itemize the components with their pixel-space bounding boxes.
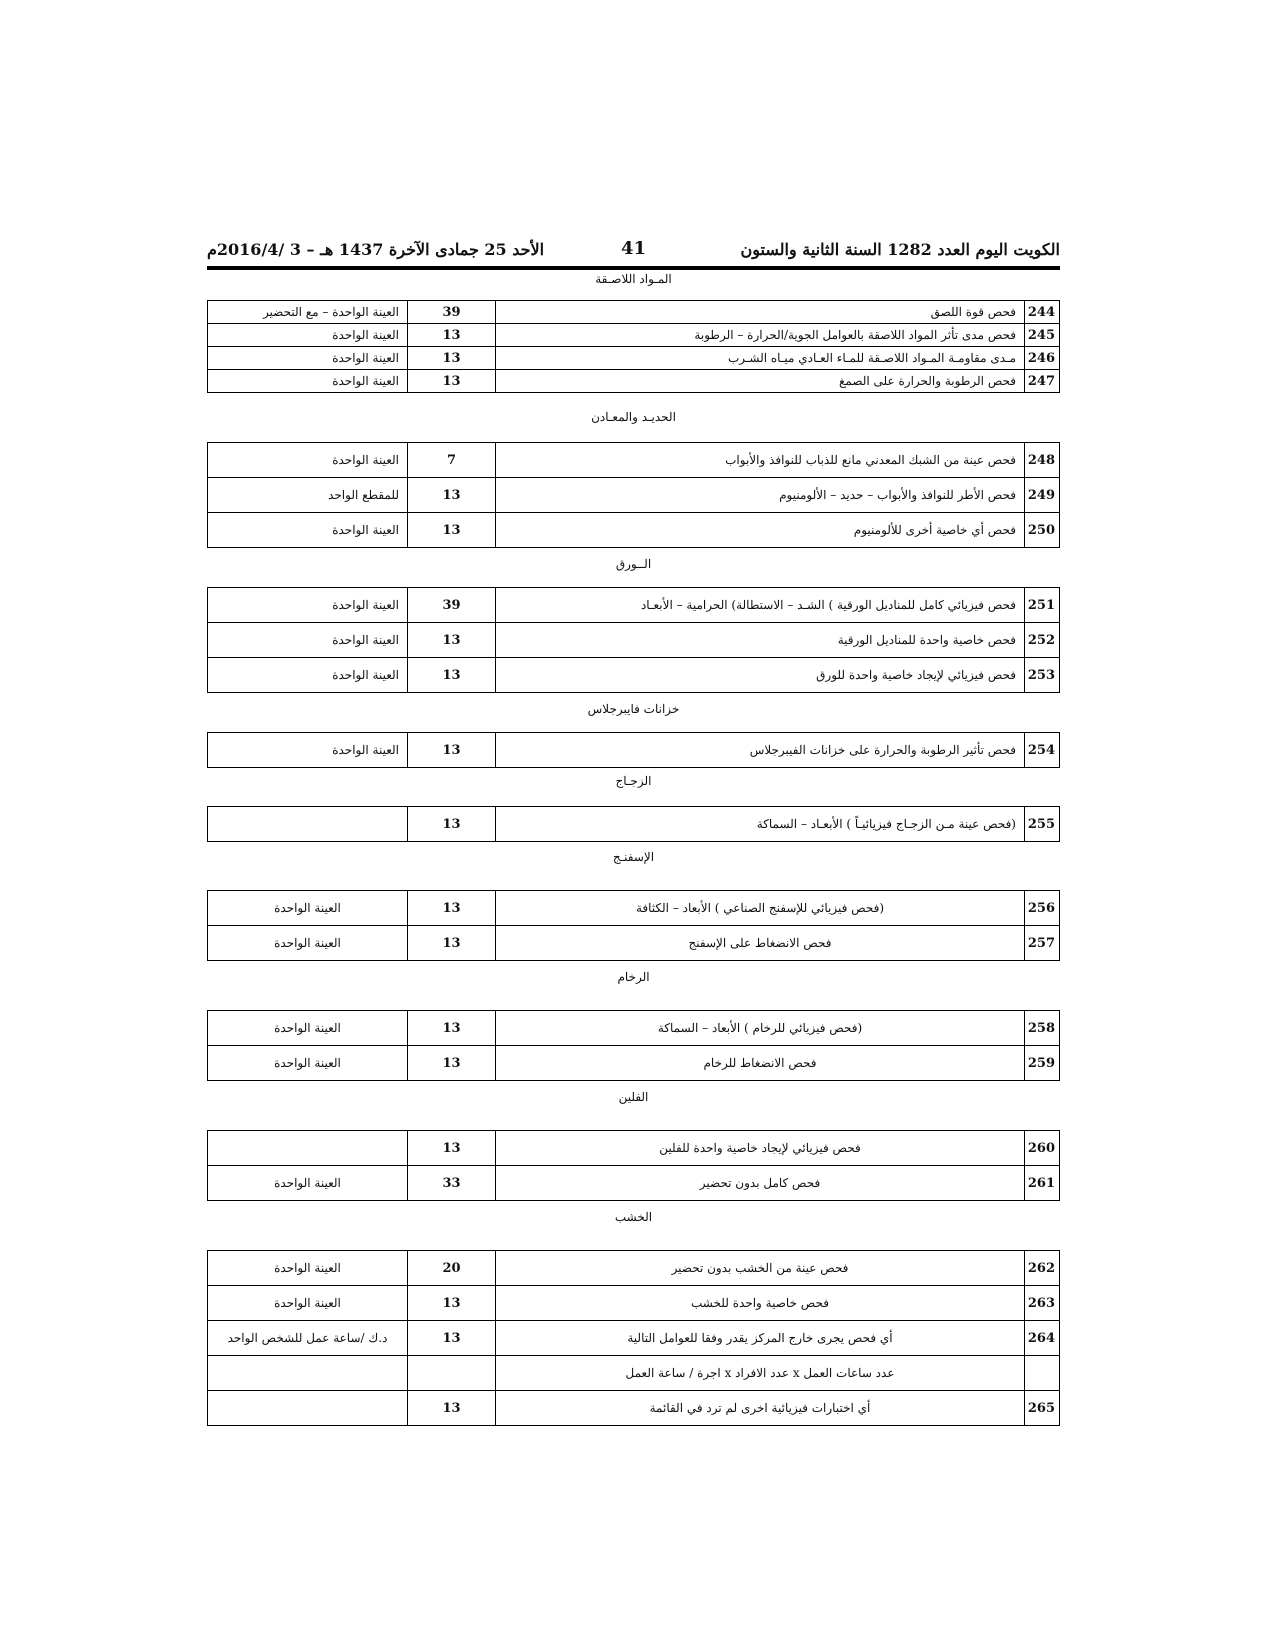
- item-unit: العينة الواحدة: [208, 926, 408, 961]
- item-description: أي فحص يجرى خارج المركز يقدر وفقا للعوامل التالية: [496, 1321, 1025, 1356]
- item-description: عدد ساعات العمل x عدد الافراد x اجرة / ساعة العمل: [496, 1356, 1025, 1391]
- item-unit: العينة الواحدة: [208, 347, 408, 370]
- item-number: 259: [1025, 1046, 1060, 1081]
- item-unit: العينة الواحدة: [208, 1166, 408, 1201]
- item-price: 13: [408, 1286, 496, 1321]
- item-unit: العينة الواحدة: [208, 1251, 408, 1286]
- item-number: 244: [1025, 301, 1060, 324]
- item-unit: العينة الواحدة: [208, 1011, 408, 1046]
- item-description: فحص مدى تأثر المواد اللاصقة بالعوامل الجوية/الحرارة – الرطوبة: [496, 324, 1025, 347]
- item-description: (فحص عينة مـن الزجـاج فيزيائيـاً ) الأبعـاد – السماكة: [496, 807, 1025, 842]
- item-unit: [208, 807, 408, 842]
- item-price: 13: [408, 1391, 496, 1426]
- table-row: [208, 1286, 1060, 1321]
- table-row: [208, 513, 1060, 548]
- item-unit: العينة الواحدة – مع التحضير: [208, 301, 408, 324]
- item-number: 263: [1025, 1286, 1060, 1321]
- item-unit: العينة الواحدة: [208, 324, 408, 347]
- table-row: [208, 443, 1060, 478]
- item-unit: العينة الواحدة: [208, 1286, 408, 1321]
- item-unit: العينة الواحدة: [208, 443, 408, 478]
- item-price: 7: [408, 443, 496, 478]
- price-table: [207, 587, 1060, 693]
- item-number: 248: [1025, 443, 1060, 478]
- table-row: [208, 733, 1060, 768]
- item-unit: العينة الواحدة: [208, 588, 408, 623]
- item-description: فحص فيزيائي كامل للمناديل الورقية ) الشـد – الاستطالة) الحرامية – الأبعـاد: [496, 588, 1025, 623]
- item-price: 13: [408, 733, 496, 768]
- item-description: فحص الرطوبة والحرارة على الصمغ: [496, 370, 1025, 393]
- item-number: 251: [1025, 588, 1060, 623]
- table-row: [208, 1011, 1060, 1046]
- item-description: فحص خاصية واحدة للمناديل الورقية: [496, 623, 1025, 658]
- table-row: [208, 1251, 1060, 1286]
- item-price: 39: [408, 588, 496, 623]
- item-price: 13: [408, 1046, 496, 1081]
- table-row: [208, 807, 1060, 842]
- table-row: [208, 370, 1060, 393]
- section-title: الحديـد والمعـادن: [591, 410, 676, 424]
- item-description: (فحص فيزيائي للرخام ) الأبعاد – السماكة: [496, 1011, 1025, 1046]
- item-unit: د.ك /ساعة عمل للشخص الواحد: [208, 1321, 408, 1356]
- item-unit: [208, 1356, 408, 1391]
- item-description: فحص تأثير الرطوبة والحرارة على خزانات الفيبرجلاس: [496, 733, 1025, 768]
- item-number: 257: [1025, 926, 1060, 961]
- page-header: [207, 236, 1060, 266]
- item-unit: العينة الواحدة: [208, 623, 408, 658]
- price-table: [207, 890, 1060, 961]
- item-price: 13: [408, 658, 496, 693]
- item-number: 261: [1025, 1166, 1060, 1201]
- item-unit: للمقطع الواحد: [208, 478, 408, 513]
- item-number: 250: [1025, 513, 1060, 548]
- table-row: [208, 1166, 1060, 1201]
- price-table: [207, 300, 1060, 393]
- item-price: 13: [408, 1131, 496, 1166]
- item-price: 33: [408, 1166, 496, 1201]
- table-row: [208, 658, 1060, 693]
- item-price: 13: [408, 324, 496, 347]
- item-price: 13: [408, 891, 496, 926]
- item-number: [1025, 1356, 1060, 1391]
- item-unit: العينة الواحدة: [208, 370, 408, 393]
- item-number: 262: [1025, 1251, 1060, 1286]
- publication-title: الكويت اليوم العدد 1282 السنة الثانية والستون: [740, 240, 1060, 259]
- item-unit: [208, 1391, 408, 1426]
- item-description: فحص كامل بدون تحضير: [496, 1166, 1025, 1201]
- item-unit: العينة الواحدة: [208, 513, 408, 548]
- table-row: [208, 1131, 1060, 1166]
- item-number: 256: [1025, 891, 1060, 926]
- item-unit: العينة الواحدة: [208, 658, 408, 693]
- table-row: [208, 478, 1060, 513]
- item-number: 265: [1025, 1391, 1060, 1426]
- item-price: [408, 1356, 496, 1391]
- table-row: [208, 588, 1060, 623]
- table-row: [208, 1046, 1060, 1081]
- price-table: [207, 806, 1060, 842]
- item-price: 13: [408, 623, 496, 658]
- publication-date: الأحد 25 جمادى الآخرة 1437 هـ – 3 /2016/4م: [207, 240, 545, 259]
- item-description: فحص فيزيائي لإيجاد خاصية واحدة للورق: [496, 658, 1025, 693]
- page-number: 41: [620, 238, 647, 259]
- table-row: [208, 891, 1060, 926]
- item-description: فحص عينة من الشبك المعدني مانع للذباب للنوافذ والأبواب: [496, 443, 1025, 478]
- item-number: 255: [1025, 807, 1060, 842]
- item-number: 247: [1025, 370, 1060, 393]
- item-number: 264: [1025, 1321, 1060, 1356]
- section-title: الرخام: [617, 970, 650, 984]
- table-row: [208, 1356, 1060, 1391]
- item-unit: العينة الواحدة: [208, 733, 408, 768]
- price-table: [207, 732, 1060, 768]
- item-number: 258: [1025, 1011, 1060, 1046]
- item-number: 252: [1025, 623, 1060, 658]
- price-table: [207, 1250, 1060, 1426]
- table-row: [208, 301, 1060, 324]
- item-price: 13: [408, 478, 496, 513]
- section-title: المـواد اللاصـقة: [595, 272, 672, 286]
- item-unit: العينة الواحدة: [208, 891, 408, 926]
- item-price: 13: [408, 347, 496, 370]
- table-row: [208, 1321, 1060, 1356]
- item-price: 13: [408, 513, 496, 548]
- item-number: 246: [1025, 347, 1060, 370]
- item-unit: العينة الواحدة: [208, 1046, 408, 1081]
- item-price: 13: [408, 1011, 496, 1046]
- section-title: الخشب: [614, 1210, 653, 1224]
- section-title: الفلين: [618, 1090, 649, 1104]
- item-price: 39: [408, 301, 496, 324]
- item-price: 13: [408, 926, 496, 961]
- price-table: [207, 1130, 1060, 1201]
- item-number: 249: [1025, 478, 1060, 513]
- item-description: فحص فيزيائي لإيجاد خاصية واحدة للفلين: [496, 1131, 1025, 1166]
- item-description: (فحص فيزيائي للإسفنج الصناعي ) الأبعاد – الكثافة: [496, 891, 1025, 926]
- item-unit: [208, 1131, 408, 1166]
- item-number: 254: [1025, 733, 1060, 768]
- header-divider: [207, 266, 1060, 270]
- item-number: 260: [1025, 1131, 1060, 1166]
- section-title: الإسفنـج: [612, 850, 655, 864]
- price-table: [207, 1010, 1060, 1081]
- item-number: 253: [1025, 658, 1060, 693]
- item-price: 13: [408, 1321, 496, 1356]
- item-price: 13: [408, 807, 496, 842]
- item-description: فحص قوة اللصق: [496, 301, 1025, 324]
- item-description: فحص الانضغاط على الإسفنج: [496, 926, 1025, 961]
- item-description: فحص عينة من الخشب بدون تحضير: [496, 1251, 1025, 1286]
- item-price: 13: [408, 370, 496, 393]
- item-description: أي اختبارات فيزيائية اخرى لم ترد في القائمة: [496, 1391, 1025, 1426]
- item-description: فحص الأطر للنوافذ والأبواب – حديد – الألومنيوم: [496, 478, 1025, 513]
- item-description: فحص خاصية واحدة للخشب: [496, 1286, 1025, 1321]
- table-row: [208, 623, 1060, 658]
- item-description: مـدى مقاومـة المـواد اللاصـقة للمـاء العـادي ميـاه الشـرب: [496, 347, 1025, 370]
- price-table: [207, 442, 1060, 548]
- item-description: فحص أي خاصية أخرى للألومنيوم: [496, 513, 1025, 548]
- table-row: [208, 926, 1060, 961]
- item-number: 245: [1025, 324, 1060, 347]
- item-price: 20: [408, 1251, 496, 1286]
- item-description: فحص الانضغاط للرخام: [496, 1046, 1025, 1081]
- section-title: الزجـاج: [615, 774, 652, 788]
- section-title: الــورق: [615, 557, 652, 571]
- section-title: خزانات فايبرجلاس: [587, 702, 680, 716]
- table-row: [208, 347, 1060, 370]
- table-row: [208, 1391, 1060, 1426]
- table-row: [208, 324, 1060, 347]
